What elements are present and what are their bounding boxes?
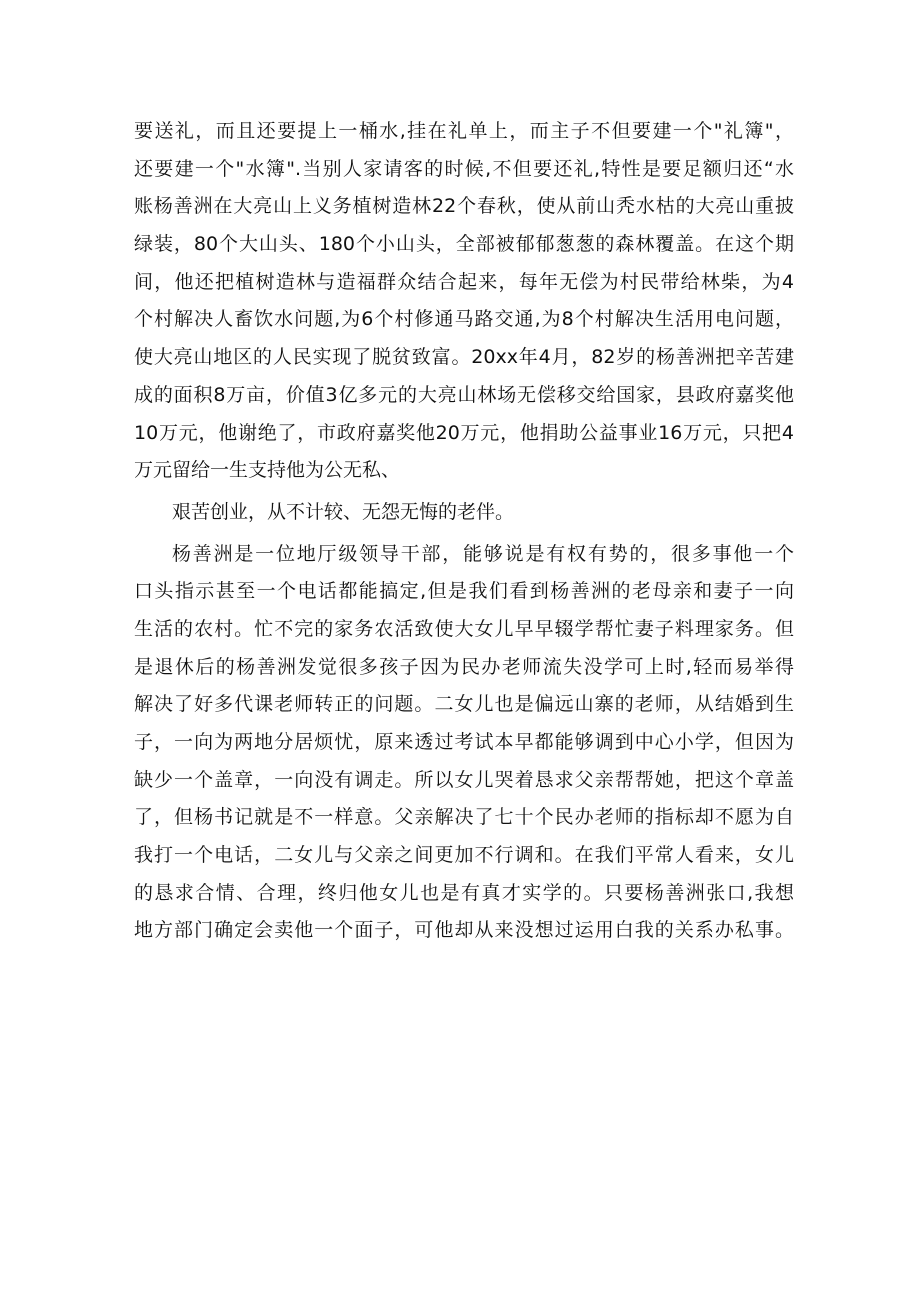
text-line-11: 艰苦创业，从不计较、无怨无悔的老伴。 <box>172 500 515 523</box>
body-text <box>134 113 794 950</box>
text-line-5: 间，他还把植树造林与造福群众结合起来，每年无偿为村民带给林柴，为4 <box>134 270 794 293</box>
text-line-16: 解决了好多代课老师转正的问题。二女儿也是偏远山寨的老师，从结婚到生 <box>134 693 794 716</box>
text-line-10: 万元留给一生支持他为公无私、 <box>134 459 401 482</box>
text-line-2: 还要建一个"水簿".当别人家请客的时候,不但要还礼,特性是要足额归还“水 <box>134 157 794 180</box>
text-line-9: 10万元，他谢绝了，市政府嘉奖他20万元，他捐助公益事业16万元，只把4 <box>134 421 794 444</box>
text-line-7: 使大亮山地区的人民实现了脱贫致富。20xx年4月，82岁的杨善洲把辛苦建 <box>134 346 794 369</box>
text-line-21: 的恳求合情、合理，终归他女儿也是有真才实学的。只要杨善洲张口,我想 <box>134 881 794 904</box>
text-line-13: 口头指示甚至一个电话都能搞定,但是我们看到杨善洲的老母亲和妻子一向 <box>134 580 794 603</box>
text-line-19: 了，但杨书记就是不一样意。父亲解决了七十个民办老师的指标却不愿为自 <box>134 806 794 829</box>
text-line-6: 个村解决人畜饮水问题,为6个村修通马路交通,为8个村解决生活用电问题， <box>134 308 794 331</box>
text-line-1: 要送礼，而且还要提上一桶水,挂在礼单上，而主子不但要建一个"礼簿"， <box>134 120 794 142</box>
text-line-4: 绿装，80个大山头、180个小山头，全部被郁郁葱葱的森林覆盖。在这个期 <box>134 233 794 256</box>
text-line-18: 缺少一个盖章，一向没有调走。所以女儿哭着恳求父亲帮帮她，把这个章盖 <box>134 768 794 791</box>
text-line-14: 生活的农村。忙不完的家务农活致使大女儿早早辍学帮忙妻子料理家务。但 <box>134 617 794 640</box>
text-line-20: 我打一个电话，二女儿与父亲之间更加不行调和。在我们平常人看来，女儿 <box>134 844 794 867</box>
text-line-8: 成的面积8万亩，价值3亿多元的大亮山林场无偿移交给国家，县政府嘉奖他 <box>134 383 794 406</box>
text-line-17: 子，一向为两地分居烦忧，原来透过考试本早都能够调到中心小学，但因为 <box>134 731 794 753</box>
text-line-3: 账杨善洲在大亮山上义务植树造林22个春秋，使从前山秃水枯的大亮山重披 <box>134 195 794 218</box>
text-line-22: 地方部门确定会卖他一个面子，可他却从来没想过运用白我的关系办私事。 <box>134 919 794 942</box>
text-line-15: 是退休后的杨善洲发觉很多孩子因为民办老师流失没学可上时,轻而易举得 <box>134 655 794 678</box>
text-line-12: 杨善洲是一位地厅级领导干部，能够说是有权有势的，很多事他一个 <box>172 542 794 565</box>
